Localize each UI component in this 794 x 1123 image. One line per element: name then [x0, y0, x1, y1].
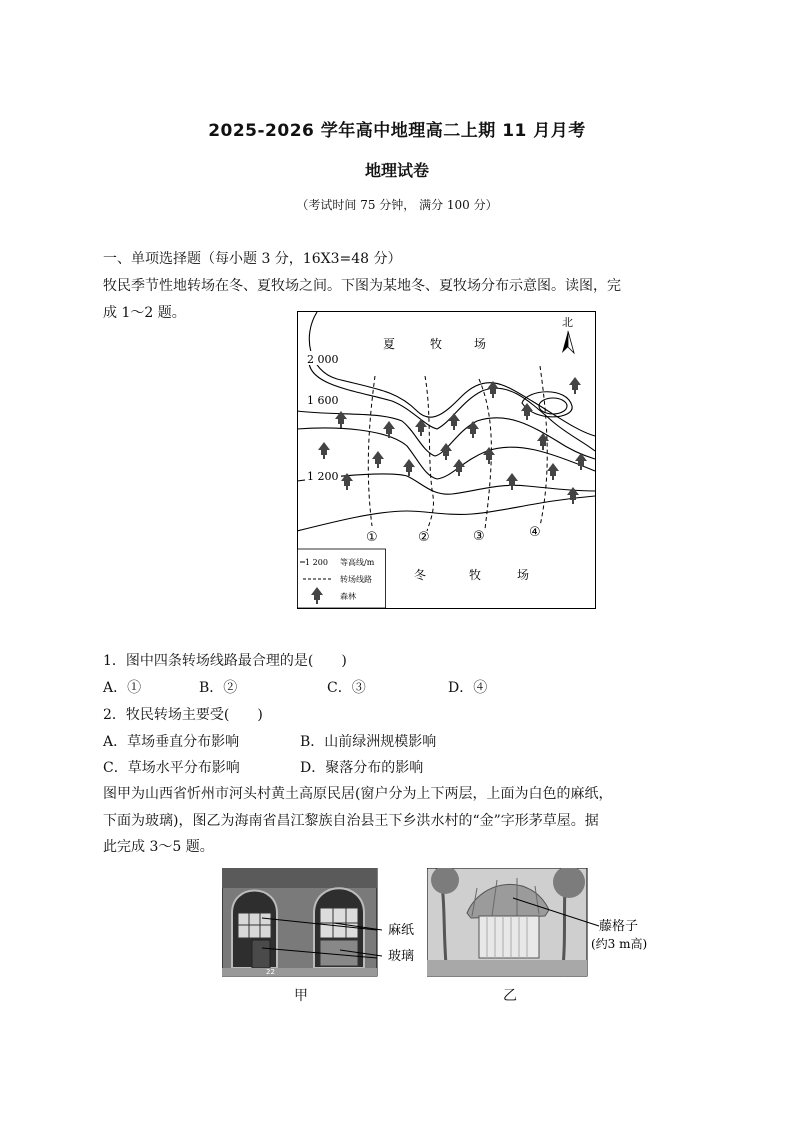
jia-label-paper: 麻纸 [388, 923, 415, 938]
q2-option-c: C．草场水平分布影响 [103, 760, 240, 776]
summer-label-1: 夏 [383, 337, 396, 351]
route-label-1: ① [366, 530, 378, 545]
yi-label-height: (约3 m高) [591, 937, 648, 951]
q1-option-a: A．① [103, 680, 142, 696]
contour-label-1200: 1 200 [307, 470, 339, 483]
q2-option-a: A．草场垂直分布影响 [103, 734, 240, 750]
winter-label-2: 牧 [469, 568, 482, 582]
caption-jia: 甲 [294, 988, 308, 1004]
legend-forest-label: 森林 [340, 592, 356, 601]
passage2-line1: 图甲为山西省忻州市河头村黄土高原民居(窗户分为上下两层，上面为白色的麻纸， [103, 786, 613, 802]
page-title: 2025-2026 学年高中地理高二上期 11 月月考 [208, 121, 586, 141]
page-subtitle: 地理试卷 [364, 161, 429, 180]
legend-contour-label: 等高线/m [340, 558, 375, 567]
contour-label-1600: 1 600 [307, 394, 339, 407]
jia-label-glass: 玻璃 [388, 949, 415, 964]
photo-jia [222, 868, 422, 982]
route-label-2: ② [418, 530, 430, 545]
route-label-4: ④ [529, 525, 541, 540]
jia-door-number: 22 [266, 968, 275, 976]
q2-stem: 2．牧民转场主要受( ) [103, 707, 263, 723]
summer-label-3: 场 [474, 337, 487, 351]
passage2-line3: 此完成 3～5 题。 [103, 839, 214, 855]
section-heading: 一、单项选择题（每小题 3 分，16X3=48 分） [103, 251, 402, 267]
caption-yi: 乙 [503, 988, 517, 1004]
winter-label-1: 冬 [414, 568, 427, 582]
q2-option-b: B．山前绿洲规模影响 [300, 734, 437, 750]
exam-note: （考试时间 75 分钟， 满分 100 分） [296, 198, 498, 212]
photo-yi [427, 868, 667, 982]
q1-option-b: B．② [199, 680, 238, 696]
q2-option-d: D．聚落分布的影响 [300, 760, 424, 776]
intro-text-line1: 牧民季节性地转场在冬、夏牧场之间。下图为某地冬、夏牧场分布示意图。读图，完 [103, 278, 621, 294]
contour-label-2000: 2 000 [307, 353, 339, 366]
legend-route-label: 转场线路 [340, 575, 372, 584]
pasture-map [297, 311, 596, 609]
yi-label-rattan: 藤格子 [599, 919, 639, 934]
route-label-3: ③ [473, 529, 485, 544]
q1-option-d: D．④ [448, 680, 488, 696]
winter-label-3: 场 [517, 568, 530, 582]
passage2-line2: 下面为玻璃)，图乙为海南省昌江黎族自治县王下乡洪水村的“金”字形茅草屋。据 [103, 813, 599, 829]
q1-option-c: C．③ [327, 680, 366, 696]
legend-contour-sample: 1 200 [305, 558, 328, 567]
q1-stem: 1．图中四条转场线路最合理的是( ) [103, 653, 347, 669]
summer-label-2: 牧 [430, 337, 443, 351]
north-label: 北 [562, 316, 573, 329]
intro-text-line2: 成 1～2 题。 [103, 305, 186, 321]
